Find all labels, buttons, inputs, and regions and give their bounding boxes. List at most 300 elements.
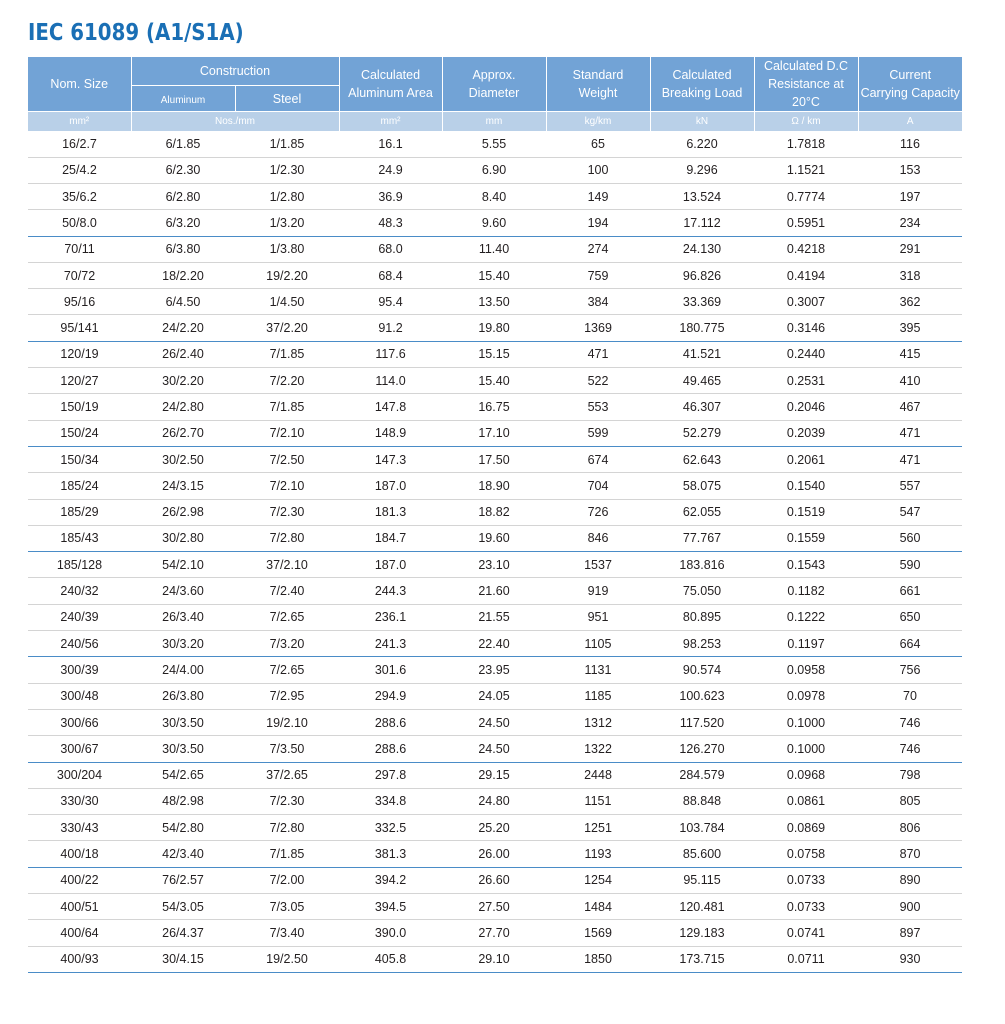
cell-weight: 1312 [546,709,650,735]
cell-resistance: 0.2440 [754,341,858,367]
cell-weight: 846 [546,525,650,551]
cell-breaking-load: 90.574 [650,657,754,683]
cell-breaking-load: 17.112 [650,210,754,236]
cell-resistance: 0.0968 [754,762,858,788]
cell-weight: 704 [546,473,650,499]
cell-calc-area: 16.1 [339,131,442,157]
cell-diameter: 25.20 [442,815,546,841]
cell-nom-size: 240/56 [28,631,131,657]
cell-weight: 1537 [546,552,650,578]
cell-steel: 37/2.20 [235,315,339,341]
cell-diameter: 27.70 [442,920,546,946]
cell-nom-size: 150/34 [28,446,131,472]
cell-aluminum: 26/2.40 [131,341,235,367]
cell-nom-size: 400/93 [28,946,131,972]
cell-nom-size: 185/24 [28,473,131,499]
cell-weight: 384 [546,289,650,315]
cell-breaking-load: 9.296 [650,157,754,183]
unit-nom-size: mm² [28,112,131,132]
table-row [28,368,962,394]
cell-calc-area: 91.2 [339,315,442,341]
cell-diameter: 22.40 [442,631,546,657]
cell-breaking-load: 75.050 [650,578,754,604]
cell-weight: 1151 [546,788,650,814]
cell-weight: 1569 [546,920,650,946]
cell-current: 234 [858,210,962,236]
cell-current: 798 [858,762,962,788]
cell-nom-size: 400/22 [28,867,131,893]
cell-calc-area: 334.8 [339,788,442,814]
cell-steel: 19/2.20 [235,262,339,288]
cell-resistance: 0.4218 [754,236,858,262]
cell-resistance: 0.0733 [754,893,858,919]
cell-nom-size: 16/2.7 [28,131,131,157]
cell-resistance: 0.0741 [754,920,858,946]
cell-calc-area: 36.9 [339,183,442,209]
cell-aluminum: 30/4.15 [131,946,235,972]
cell-breaking-load: 80.895 [650,604,754,630]
cell-steel: 7/2.65 [235,604,339,630]
unit-weight: kg/km [546,112,650,132]
cell-steel: 7/3.40 [235,920,339,946]
cell-diameter: 26.00 [442,841,546,867]
cell-aluminum: 24/3.60 [131,578,235,604]
cell-resistance: 0.1197 [754,631,858,657]
table-row [28,262,962,288]
cell-weight: 2448 [546,762,650,788]
cell-diameter: 27.50 [442,893,546,919]
cell-breaking-load: 13.524 [650,183,754,209]
cell-diameter: 24.05 [442,683,546,709]
cell-steel: 1/4.50 [235,289,339,315]
header-calc-area: Calculated Aluminum Area [339,57,442,112]
cell-current: 415 [858,341,962,367]
cell-nom-size: 50/8.0 [28,210,131,236]
cell-diameter: 15.40 [442,368,546,394]
page-title: IEC 61089 (A1/S1A) [28,20,244,46]
cell-diameter: 8.40 [442,183,546,209]
cell-aluminum: 76/2.57 [131,867,235,893]
cell-breaking-load: 180.775 [650,315,754,341]
cell-calc-area: 95.4 [339,289,442,315]
cell-breaking-load: 49.465 [650,368,754,394]
cell-weight: 149 [546,183,650,209]
conductor-spec-table [28,57,962,973]
cell-resistance: 0.1559 [754,525,858,551]
cell-steel: 7/2.95 [235,683,339,709]
cell-nom-size: 300/48 [28,683,131,709]
cell-diameter: 29.10 [442,946,546,972]
cell-resistance: 0.0861 [754,788,858,814]
cell-weight: 674 [546,446,650,472]
cell-nom-size: 330/30 [28,788,131,814]
cell-nom-size: 400/18 [28,841,131,867]
cell-resistance: 0.0869 [754,815,858,841]
cell-breaking-load: 46.307 [650,394,754,420]
cell-calc-area: 294.9 [339,683,442,709]
cell-steel: 1/2.30 [235,157,339,183]
cell-resistance: 0.1543 [754,552,858,578]
cell-current: 930 [858,946,962,972]
cell-diameter: 17.10 [442,420,546,446]
cell-steel: 7/2.50 [235,446,339,472]
cell-nom-size: 185/128 [28,552,131,578]
table-row [28,841,962,867]
cell-current: 746 [858,736,962,762]
cell-current: 547 [858,499,962,525]
table-row [28,525,962,551]
cell-weight: 1850 [546,946,650,972]
cell-aluminum: 26/4.37 [131,920,235,946]
cell-current: 870 [858,841,962,867]
cell-weight: 919 [546,578,650,604]
cell-nom-size: 70/72 [28,262,131,288]
header-nom-size: Nom. Size [28,57,131,112]
cell-breaking-load: 6.220 [650,131,754,157]
cell-aluminum: 26/3.80 [131,683,235,709]
cell-nom-size: 120/27 [28,368,131,394]
cell-steel: 7/2.20 [235,368,339,394]
cell-nom-size: 185/29 [28,499,131,525]
cell-aluminum: 54/2.65 [131,762,235,788]
cell-aluminum: 26/3.40 [131,604,235,630]
cell-diameter: 11.40 [442,236,546,262]
cell-calc-area: 288.6 [339,736,442,762]
cell-resistance: 0.1182 [754,578,858,604]
cell-current: 897 [858,920,962,946]
cell-diameter: 19.80 [442,315,546,341]
cell-weight: 471 [546,341,650,367]
cell-breaking-load: 100.623 [650,683,754,709]
cell-steel: 7/1.85 [235,341,339,367]
unit-area: mm² [339,112,442,132]
cell-breaking-load: 183.816 [650,552,754,578]
cell-calc-area: 68.4 [339,262,442,288]
cell-current: 197 [858,183,962,209]
cell-aluminum: 30/3.50 [131,709,235,735]
cell-aluminum: 26/2.98 [131,499,235,525]
cell-nom-size: 300/67 [28,736,131,762]
cell-resistance: 0.0978 [754,683,858,709]
cell-current: 590 [858,552,962,578]
cell-aluminum: 42/3.40 [131,841,235,867]
cell-calc-area: 147.8 [339,394,442,420]
cell-resistance: 0.0758 [754,841,858,867]
cell-nom-size: 300/39 [28,657,131,683]
cell-nom-size: 240/39 [28,604,131,630]
cell-resistance: 0.5951 [754,210,858,236]
cell-current: 362 [858,289,962,315]
cell-steel: 7/2.30 [235,499,339,525]
cell-current: 890 [858,867,962,893]
cell-breaking-load: 77.767 [650,525,754,551]
cell-resistance: 0.0711 [754,946,858,972]
cell-resistance: 0.3007 [754,289,858,315]
header-steel: Steel [235,86,339,112]
cell-nom-size: 330/43 [28,815,131,841]
cell-aluminum: 24/2.80 [131,394,235,420]
cell-breaking-load: 62.055 [650,499,754,525]
cell-diameter: 19.60 [442,525,546,551]
cell-diameter: 18.90 [442,473,546,499]
cell-diameter: 23.10 [442,552,546,578]
cell-resistance: 0.1000 [754,736,858,762]
cell-weight: 1251 [546,815,650,841]
cell-weight: 1105 [546,631,650,657]
cell-steel: 7/2.00 [235,867,339,893]
cell-aluminum: 54/2.10 [131,552,235,578]
cell-nom-size: 400/64 [28,920,131,946]
table-row [28,552,962,578]
cell-nom-size: 150/24 [28,420,131,446]
cell-weight: 1369 [546,315,650,341]
header-current: Current Carrying Capacity [858,57,962,112]
cell-calc-area: 394.5 [339,893,442,919]
cell-aluminum: 30/2.50 [131,446,235,472]
cell-diameter: 24.50 [442,709,546,735]
table-row [28,578,962,604]
cell-steel: 7/2.65 [235,657,339,683]
cell-current: 664 [858,631,962,657]
cell-weight: 1254 [546,867,650,893]
table-row [28,709,962,735]
cell-aluminum: 54/2.80 [131,815,235,841]
cell-current: 806 [858,815,962,841]
cell-steel: 19/2.50 [235,946,339,972]
cell-current: 746 [858,709,962,735]
cell-calc-area: 244.3 [339,578,442,604]
cell-diameter: 6.90 [442,157,546,183]
header-construction: Construction [131,57,339,86]
unit-resistance: Ω / km [754,112,858,132]
cell-breaking-load: 284.579 [650,762,754,788]
cell-diameter: 16.75 [442,394,546,420]
cell-current: 153 [858,157,962,183]
cell-resistance: 0.3146 [754,315,858,341]
cell-breaking-load: 117.520 [650,709,754,735]
cell-weight: 194 [546,210,650,236]
cell-nom-size: 240/32 [28,578,131,604]
table-row [28,683,962,709]
cell-resistance: 0.2531 [754,368,858,394]
cell-diameter: 15.15 [442,341,546,367]
table-row [28,236,962,262]
cell-calc-area: 24.9 [339,157,442,183]
cell-calc-area: 297.8 [339,762,442,788]
cell-weight: 65 [546,131,650,157]
cell-nom-size: 25/4.2 [28,157,131,183]
cell-diameter: 5.55 [442,131,546,157]
cell-aluminum: 6/3.20 [131,210,235,236]
cell-weight: 522 [546,368,650,394]
unit-current: A [858,112,962,132]
cell-nom-size: 185/43 [28,525,131,551]
cell-calc-area: 187.0 [339,473,442,499]
cell-current: 900 [858,893,962,919]
table-body [28,131,962,972]
cell-nom-size: 300/66 [28,709,131,735]
cell-resistance: 0.4194 [754,262,858,288]
cell-steel: 1/2.80 [235,183,339,209]
cell-breaking-load: 88.848 [650,788,754,814]
cell-calc-area: 405.8 [339,946,442,972]
cell-nom-size: 120/19 [28,341,131,367]
cell-aluminum: 6/2.80 [131,183,235,209]
cell-current: 471 [858,420,962,446]
cell-steel: 7/3.50 [235,736,339,762]
cell-aluminum: 6/4.50 [131,289,235,315]
cell-diameter: 24.50 [442,736,546,762]
cell-aluminum: 30/3.50 [131,736,235,762]
cell-calc-area: 114.0 [339,368,442,394]
cell-calc-area: 147.3 [339,446,442,472]
table-row [28,210,962,236]
cell-diameter: 15.40 [442,262,546,288]
cell-breaking-load: 95.115 [650,867,754,893]
cell-nom-size: 95/16 [28,289,131,315]
cell-nom-size: 150/19 [28,394,131,420]
cell-diameter: 21.60 [442,578,546,604]
cell-current: 70 [858,683,962,709]
cell-resistance: 0.1000 [754,709,858,735]
table-row [28,815,962,841]
cell-weight: 553 [546,394,650,420]
cell-breaking-load: 85.600 [650,841,754,867]
cell-resistance: 0.2046 [754,394,858,420]
cell-calc-area: 148.9 [339,420,442,446]
cell-breaking-load: 120.481 [650,893,754,919]
cell-aluminum: 54/3.05 [131,893,235,919]
cell-diameter: 21.55 [442,604,546,630]
cell-aluminum: 24/2.20 [131,315,235,341]
cell-breaking-load: 126.270 [650,736,754,762]
cell-diameter: 26.60 [442,867,546,893]
cell-calc-area: 68.0 [339,236,442,262]
table-row [28,946,962,972]
cell-resistance: 0.2039 [754,420,858,446]
cell-breaking-load: 33.369 [650,289,754,315]
cell-resistance: 0.7774 [754,183,858,209]
cell-steel: 7/2.10 [235,420,339,446]
cell-steel: 7/1.85 [235,394,339,420]
cell-resistance: 0.0733 [754,867,858,893]
table-row [28,394,962,420]
table-row [28,315,962,341]
cell-current: 318 [858,262,962,288]
header-diameter: Approx. Diameter [442,57,546,112]
table-row [28,157,962,183]
table-row [28,341,962,367]
cell-steel: 19/2.10 [235,709,339,735]
cell-breaking-load: 52.279 [650,420,754,446]
cell-diameter: 13.50 [442,289,546,315]
cell-calc-area: 288.6 [339,709,442,735]
table-row [28,446,962,472]
cell-weight: 759 [546,262,650,288]
cell-nom-size: 35/6.2 [28,183,131,209]
cell-weight: 1185 [546,683,650,709]
cell-steel: 1/3.20 [235,210,339,236]
cell-calc-area: 394.2 [339,867,442,893]
cell-aluminum: 24/3.15 [131,473,235,499]
cell-breaking-load: 98.253 [650,631,754,657]
cell-current: 467 [858,394,962,420]
table-row [28,920,962,946]
cell-weight: 726 [546,499,650,525]
cell-calc-area: 187.0 [339,552,442,578]
cell-aluminum: 30/3.20 [131,631,235,657]
table-row [28,867,962,893]
cell-aluminum: 24/4.00 [131,657,235,683]
cell-resistance: 0.2061 [754,446,858,472]
cell-aluminum: 6/3.80 [131,236,235,262]
table-row [28,289,962,315]
cell-weight: 1131 [546,657,650,683]
cell-resistance: 0.1540 [754,473,858,499]
cell-diameter: 17.50 [442,446,546,472]
table-row [28,473,962,499]
cell-resistance: 0.1222 [754,604,858,630]
units-row [28,112,962,132]
table-row [28,183,962,209]
cell-steel: 7/3.20 [235,631,339,657]
table-row [28,762,962,788]
cell-steel: 7/2.80 [235,815,339,841]
cell-diameter: 23.95 [442,657,546,683]
cell-current: 560 [858,525,962,551]
cell-steel: 37/2.65 [235,762,339,788]
cell-nom-size: 400/51 [28,893,131,919]
cell-steel: 1/1.85 [235,131,339,157]
cell-current: 291 [858,236,962,262]
cell-current: 661 [858,578,962,604]
cell-weight: 100 [546,157,650,183]
cell-steel: 1/3.80 [235,236,339,262]
header-breaking-load: Calculated Breaking Load [650,57,754,112]
cell-calc-area: 184.7 [339,525,442,551]
cell-current: 756 [858,657,962,683]
cell-calc-area: 236.1 [339,604,442,630]
table-row [28,499,962,525]
table-row [28,788,962,814]
cell-steel: 7/2.80 [235,525,339,551]
cell-steel: 7/2.40 [235,578,339,604]
cell-breaking-load: 62.643 [650,446,754,472]
cell-weight: 951 [546,604,650,630]
cell-current: 557 [858,473,962,499]
cell-current: 410 [858,368,962,394]
cell-steel: 7/1.85 [235,841,339,867]
cell-aluminum: 30/2.20 [131,368,235,394]
table-row [28,893,962,919]
cell-breaking-load: 41.521 [650,341,754,367]
cell-current: 395 [858,315,962,341]
cell-breaking-load: 24.130 [650,236,754,262]
cell-calc-area: 381.3 [339,841,442,867]
cell-calc-area: 390.0 [339,920,442,946]
cell-steel: 37/2.10 [235,552,339,578]
cell-calc-area: 181.3 [339,499,442,525]
cell-resistance: 1.7818 [754,131,858,157]
header-weight: Standard Weight [546,57,650,112]
unit-breaking-load: kN [650,112,754,132]
cell-nom-size: 95/141 [28,315,131,341]
table-row [28,604,962,630]
cell-breaking-load: 58.075 [650,473,754,499]
cell-current: 805 [858,788,962,814]
cell-steel: 7/3.05 [235,893,339,919]
cell-resistance: 1.1521 [754,157,858,183]
